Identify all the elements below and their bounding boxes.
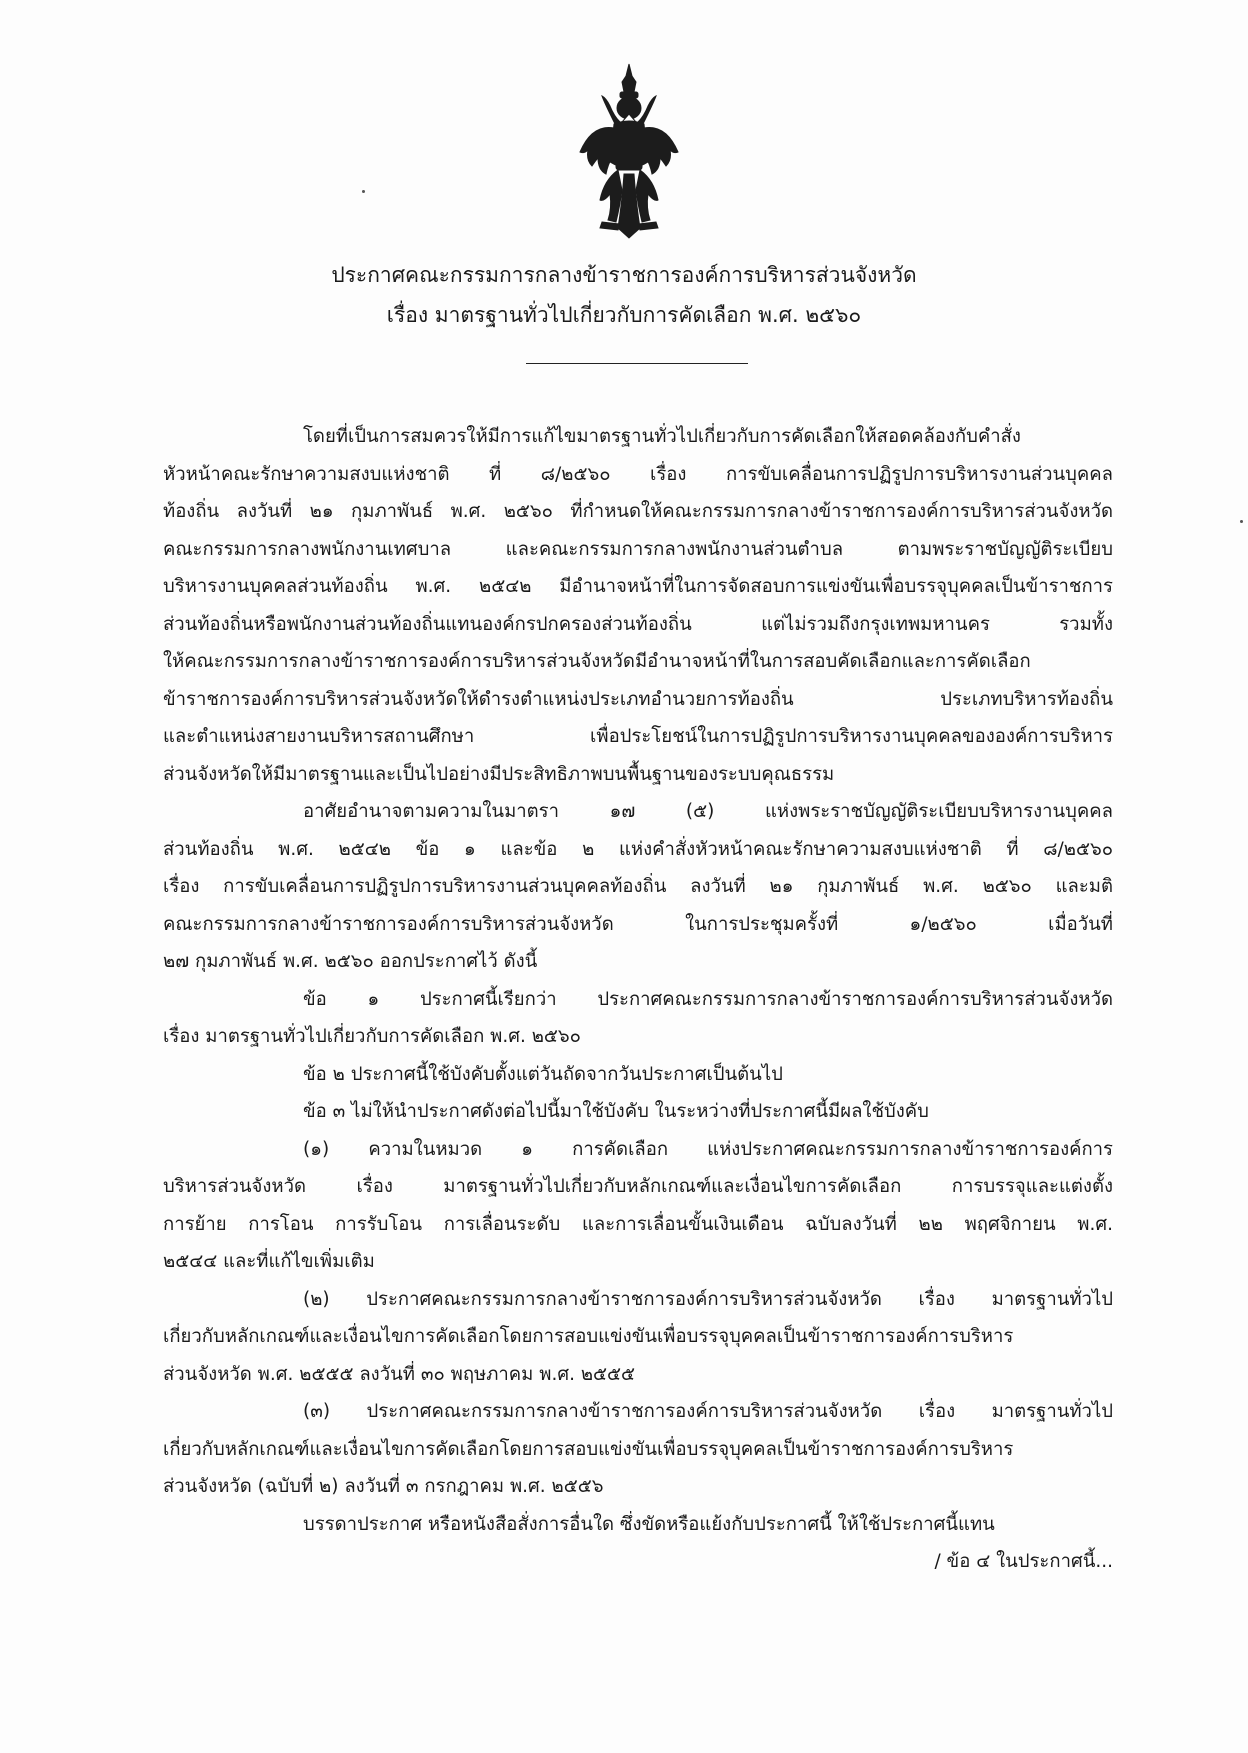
paragraph-1-line: ส่วนท้องถิ่นหรือพนักงานส่วนท้องถิ่นแทนองค์กรปกครองส่วนท้องถิ่น แต่ไม่รวมถึงกรุงเทพมหานคร รวมทั้ง [163,613,1113,635]
title-line-2: เรื่อง มาตรฐานทั่วไปเกี่ยวกับการคัดเลือก พ.ศ. ๒๕๖๐ [386,303,862,327]
sub-item-2-line: ส่วนจังหวัด พ.ศ. ๒๕๕๕ ลงวันที่ ๓๐ พฤษภาคม พ.ศ. ๒๕๕๕ [163,1363,636,1385]
paragraph-2-line: เรื่อง การขับเคลื่อนการปฏิรูปการบริหารงานส่วนบุคคลท้องถิ่น ลงวันที่ ๒๑ กุมภาพันธ์ พ.ศ. ๒๕๖๐ และมติ [163,876,1113,897]
sub-item-1-line: การย้าย การโอน การรับโอน การเลื่อนระดับ และการเลื่อนขั้นเงินเดือน ฉบับลงวันที่ ๒๒ พฤศจิกายน พ.ศ. [163,1213,1113,1235]
paragraph-2-line: คณะกรรมการกลางข้าราชการองค์การบริหารส่วนจังหวัด ในการประชุมครั้งที่ ๑/๒๕๖๐ เมื่อวันที่ [163,913,1113,935]
paragraph-2-line: ๒๗ กุมภาพันธ์ พ.ศ. ๒๕๖๐ ออกประกาศไว้ ดังนี้ [163,951,538,972]
clause-2: ข้อ ๒ ประกาศนี้ใช้บังคับตั้งแต่วันถัดจากวันประกาศเป็นต้นไป [303,1063,783,1085]
paragraph-1-line: คณะกรรมการกลางพนักงานเทศบาล และคณะกรรมการกลางพนักงานส่วนตำบล ตามพระราชบัญญัติระเบียบ [163,538,1113,560]
sub-item-3-line: ส่วนจังหวัด (ฉบับที่ ๒) ลงวันที่ ๓ กรกฎาคม พ.ศ. ๒๕๕๖ [163,1476,604,1497]
garuda-emblem-icon [574,62,684,242]
paragraph-1-line: ข้าราชการองค์การบริหารส่วนจังหวัดให้ดำรงตำแหน่งประเภทอำนวยการท้องถิ่น ประเภทบริหารท้องถิ่น [163,688,1113,710]
closing-paragraph: บรรดาประกาศ หรือหนังสือสั่งการอื่นใด ซึ่งขัดหรือแย้งกับประกาศนี้ ให้ใช้ประกาศนี้แทน [303,1513,995,1535]
continuation-note: / ข้อ ๔ ในประกาศนี้... [934,1551,1113,1572]
sub-item-3-line: เกี่ยวกับหลักเกณฑ์และเงื่อนไขการคัดเลือกโดยการสอบแข่งขันเพื่อบรรจุบุคคลเป็นข้าราชการองค์การบริหาร [163,1438,1014,1460]
scan-speck [362,190,365,193]
paragraph-1-line: ส่วนจังหวัดให้มีมาตรฐานและเป็นไปอย่างมีประสิทธิภาพบนพื้นฐานของระบบคุณธรรม [163,763,835,785]
title-divider [526,363,748,364]
sub-item-1-line: (๑) ความในหมวด ๑ การคัดเลือก แห่งประกาศคณะกรรมการกลางข้าราชการองค์การ [303,1138,1113,1160]
paragraph-2-line: ส่วนท้องถิ่น พ.ศ. ๒๕๔๒ ข้อ ๑ และข้อ ๒ แห่งคำสั่งหัวหน้าคณะรักษาความสงบแห่งชาติ ที่ ๘/๒๕๖๐ [163,838,1113,860]
document-body [163,418,1113,1581]
paragraph-1-line: โดยที่เป็นการสมควรให้มีการแก้ไขมาตรฐานทั่วไปเกี่ยวกับการคัดเลือกให้สอดคล้องกับคำสั่ง [303,426,1021,447]
clause-1-line: เรื่อง มาตรฐานทั่วไปเกี่ยวกับการคัดเลือก พ.ศ. ๒๕๖๐ [163,1026,581,1047]
sub-item-2-line: เกี่ยวกับหลักเกณฑ์และเงื่อนไขการคัดเลือกโดยการสอบแข่งขันเพื่อบรรจุบุคคลเป็นข้าราชการองค์การบริหาร [163,1326,1014,1347]
sub-item-1-line: บริหารส่วนจังหวัด เรื่อง มาตรฐานทั่วไปเกี่ยวกับหลักเกณฑ์และเงื่อนไขการคัดเลือก การบรรจุและแต่งตั้ง [163,1176,1113,1197]
scan-speck [1240,520,1243,523]
paragraph-1-line: ให้คณะกรรมการกลางข้าราชการองค์การบริหารส่วนจังหวัดมีอำนาจหน้าที่ในการสอบคัดเลือกและการคัดเลือก [163,651,1031,672]
document-title [0,255,1248,335]
title-line-1: ประกาศคณะกรรมการกลางข้าราชการองค์การบริหารส่วนจังหวัด [331,263,917,287]
sub-item-1-line: ๒๕๔๔ และที่แก้ไขเพิ่มเติม [163,1251,375,1272]
sub-item-2-line: (๒) ประกาศคณะกรรมการกลางข้าราชการองค์การบริหารส่วนจังหวัด เรื่อง มาตรฐานทั่วไป [303,1288,1113,1310]
paragraph-1-line: และตำแหน่งสายงานบริหารสถานศึกษา เพื่อประโยชน์ในการปฏิรูปการบริหารงานบุคคลขององค์การบริหาร [163,726,1113,747]
paragraph-1-line: บริหารงานบุคคลส่วนท้องถิ่น พ.ศ. ๒๕๔๒ มีอำนาจหน้าที่ในการจัดสอบการแข่งขันเพื่อบรรจุบุคคลเป็นข้าราชการ [163,576,1113,597]
paragraph-1-line: หัวหน้าคณะรักษาความสงบแห่งชาติ ที่ ๘/๒๕๖๐ เรื่อง การขับเคลื่อนการปฏิรูปการบริหารงานส่วนบุคคล [163,463,1113,485]
clause-3: ข้อ ๓ ไม่ให้นำประกาศดังต่อไปนี้มาใช้บังคับ ในระหว่างที่ประกาศนี้มีผลใช้บังคับ [303,1101,929,1122]
paragraph-2-line: อาศัยอำนาจตามความในมาตรา ๑๗ (๕) แห่งพระราชบัญญัติระเบียบบริหารงานบุคคล [303,801,1113,822]
paragraph-1-line: ท้องถิ่น ลงวันที่ ๒๑ กุมภาพันธ์ พ.ศ. ๒๕๖๐ ที่กำหนดให้คณะกรรมการกลางข้าราชการองค์การบริหารส่วนจังหวัด [163,501,1113,522]
clause-1-line: ข้อ ๑ ประกาศนี้เรียกว่า ประกาศคณะกรรมการกลางข้าราชการองค์การบริหารส่วนจังหวัด [303,988,1113,1010]
sub-item-3-line: (๓) ประกาศคณะกรรมการกลางข้าราชการองค์การบริหารส่วนจังหวัด เรื่อง มาตรฐานทั่วไป [303,1401,1113,1422]
